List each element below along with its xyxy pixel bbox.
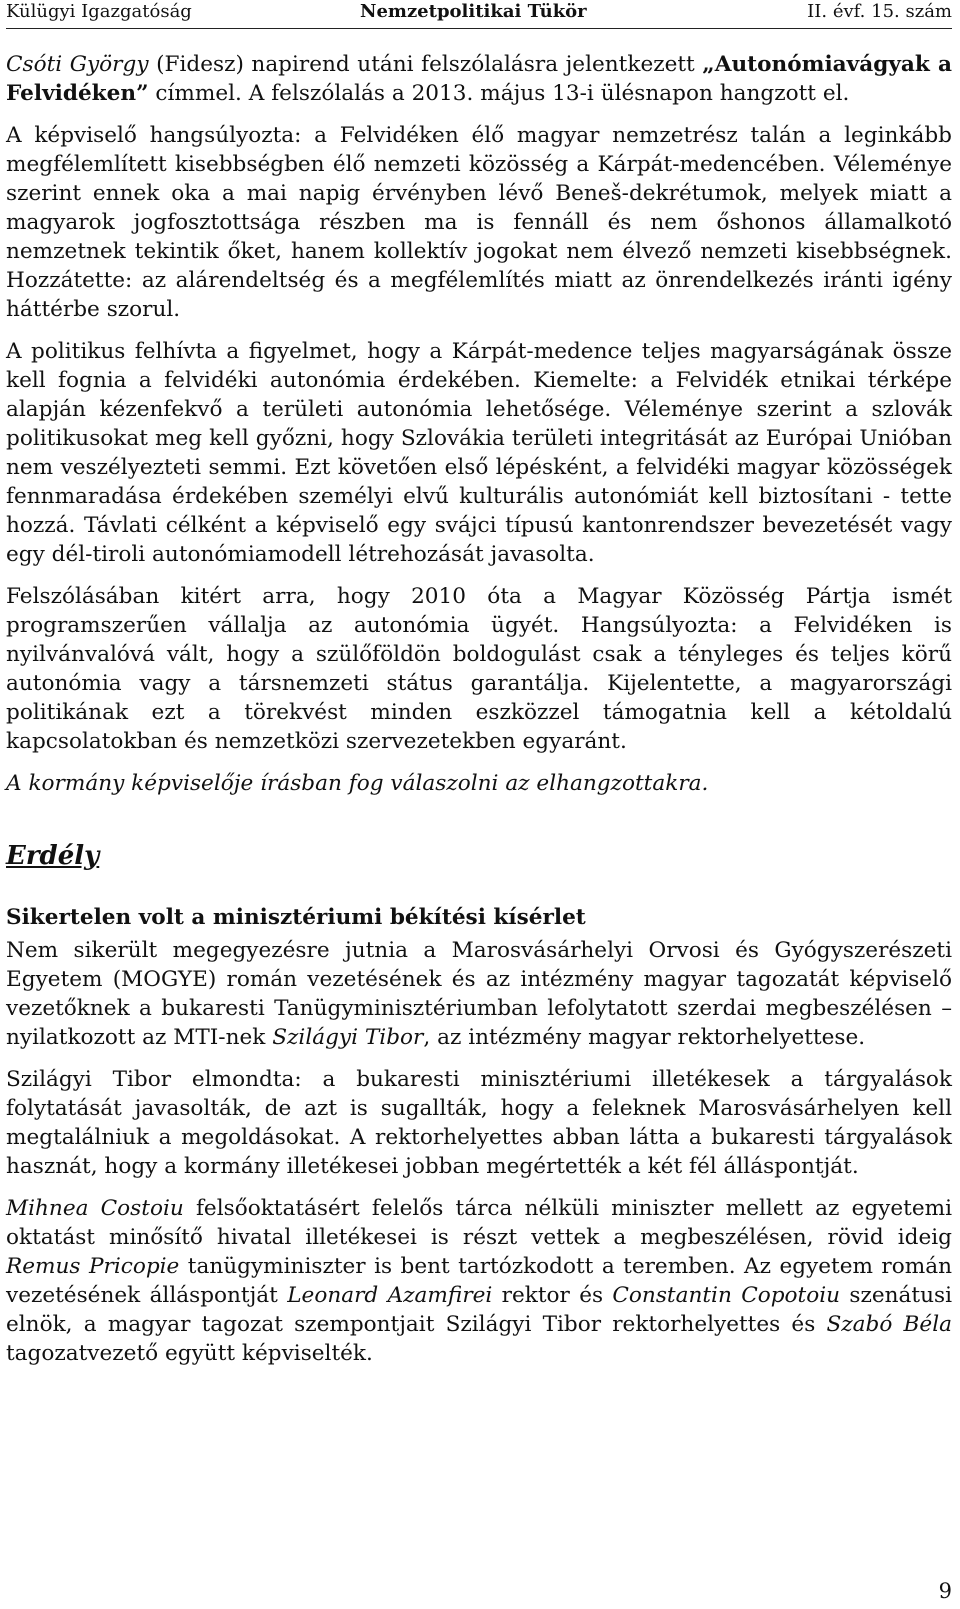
text-run: szenátusi elnök, a magyar tagozat szempontjait Szilágyi Tibor rektorhelyettes és (6, 1283, 952, 1337)
text-run: címmel. A felszólalás a 2013. május 13-i ülésnapon hangzott el. (148, 81, 850, 106)
person-name: Constantin Copotoiu (612, 1283, 841, 1308)
paragraph: A képviselő hangsúlyozta: a Felvidéken élő magyar nemzetrész talán a leginkább megfélemlített kisebbségben élő nemzeti közösség a Kárpát-medencében. Véleménye szerint ennek oka a mai napig érvényben lévő Beneš-dekrétumok, melyek miatt a magyarok jogfosztottsága részben ma is fennáll és nem őshonos államalkotó nemzetnek tekintik őket, hanem kollektív jogokat nem élvező nemzeti kisebbségnek. Hozzátette: az alárendeltség és a megfélemlítés miatt az önrendelkezés iránti igény háttérbe szorul. (6, 123, 952, 322)
person-name: Remus Pricopie (6, 1254, 180, 1279)
paragraph: A politikus felhívta a figyelmet, hogy a Kárpát-medence teljes magyarságának össze kell fognia a felvidéki autonómia érdekében. Kiemelte: a Felvidék etnikai térképe alapján kézenfekvő a területi autonómia lehetősége. Véleménye szerint a szlovák politikusokat meg kell győzni, hogy Szlovákia területi integritását az Európai Unióban nem veszélyezteti semmi. Ezt követően első lépésként, a felvidéki magyar közösségek fennmaradása érdekében személyi elvű kulturális autonómiát kell biztosítani - tette hozzá. Távlati célként a képviselő egy svájci típusú kantonrendszer bevezetését vagy egy dél-tiroli autonómiamodell létrehozását javasolta. (6, 339, 952, 567)
speech-title: „Autonómiavágyak a Felvidéken” (6, 52, 953, 106)
header-publication-title: Nemzetpolitikai Tükör (360, 1, 587, 22)
text-run: rektor és (492, 1283, 613, 1308)
page-header (6, 0, 952, 29)
person-name: Mihnea Costoiu (6, 1196, 184, 1221)
paragraph-intro (6, 50, 952, 108)
text-run: Nem sikerült megegyezésre jutnia a Marosvásárhelyi Orvosi és Gyógyszerészeti Egyetem (MOGYE) román vezetésének és az intézmény magyar tagozatát képviselő vezetőknek a bukaresti Tanügyminisztériumban lefolytatott szerdai megbeszélésen – nyilatkozott az MTI-nek (6, 938, 952, 1050)
header-issue: II. évf. 15. szám (807, 1, 952, 22)
paragraph: Szilágyi Tibor elmondta: a bukaresti minisztériumi illetékesek a tárgyalások folytatását javasolták, de azt is sugallták, hogy a feleknek Marosvásárhelyen kell megtalálniuk a megoldásokat. A rektorhelyettes abban látta a bukaresti tárgyalások hasznát, hogy a kormány illetékesei jobban megértették a két fél álláspontját. (6, 1067, 952, 1179)
government-response-note (6, 769, 952, 798)
text-run: felsőoktatásért felelős tárca nélküli miniszter mellett az egyetemi oktatást minősítő hivatal illetékesei is részt vettek a megbeszélésen, rövid ideig (6, 1196, 952, 1250)
person-name: Szabó Béla (826, 1312, 952, 1337)
paragraph (6, 1194, 952, 1368)
header-department: Külügyi Igazgatóság (6, 1, 192, 22)
text-run: , az intézmény magyar rektorhelyettese. (423, 1025, 866, 1050)
text-run: A kormány képviselője írásban fog válaszolni az elhangzottakra. (6, 771, 709, 796)
paragraph: Felszólásában kitért arra, hogy 2010 óta a Magyar Közösség Pártja ismét programszerűen vállalja az autonómia ügyét. Hangsúlyozta: a Felvidéken is nyilvánvalóvá vált, hogy a szülőföldön boldogulást csak a tényleges és teljes körű autonómia vagy a társnemzeti státus garantálja. Kijelentette, a magyarországi politikának ezt a törekvést minden eszközzel támogatnia kell a kétoldalú kapcsolatokban és nemzetközi szervezetekben egyaránt. (6, 584, 952, 754)
text-run: (Fidesz) napirend utáni felszólalásra jelentkezett (148, 52, 703, 77)
text-run: tanügyminiszter is bent tartózkodott a teremben. Az egyetem román vezetésének álláspontját (6, 1254, 952, 1308)
person-name: Leonard Azamfirei (287, 1283, 493, 1308)
text-run: tagozatvezető együtt képviselték. (6, 1341, 373, 1366)
region-heading: Erdély (6, 841, 100, 871)
page-number: 9 (938, 1579, 952, 1603)
person-name: Szilágyi Tibor (272, 1025, 424, 1050)
article-body (6, 50, 952, 1381)
paragraph (6, 936, 952, 1052)
article-heading: Sikertelen volt a minisztériumi békítési kísérlet (6, 905, 586, 930)
speaker-name: Csóti György (6, 52, 149, 77)
